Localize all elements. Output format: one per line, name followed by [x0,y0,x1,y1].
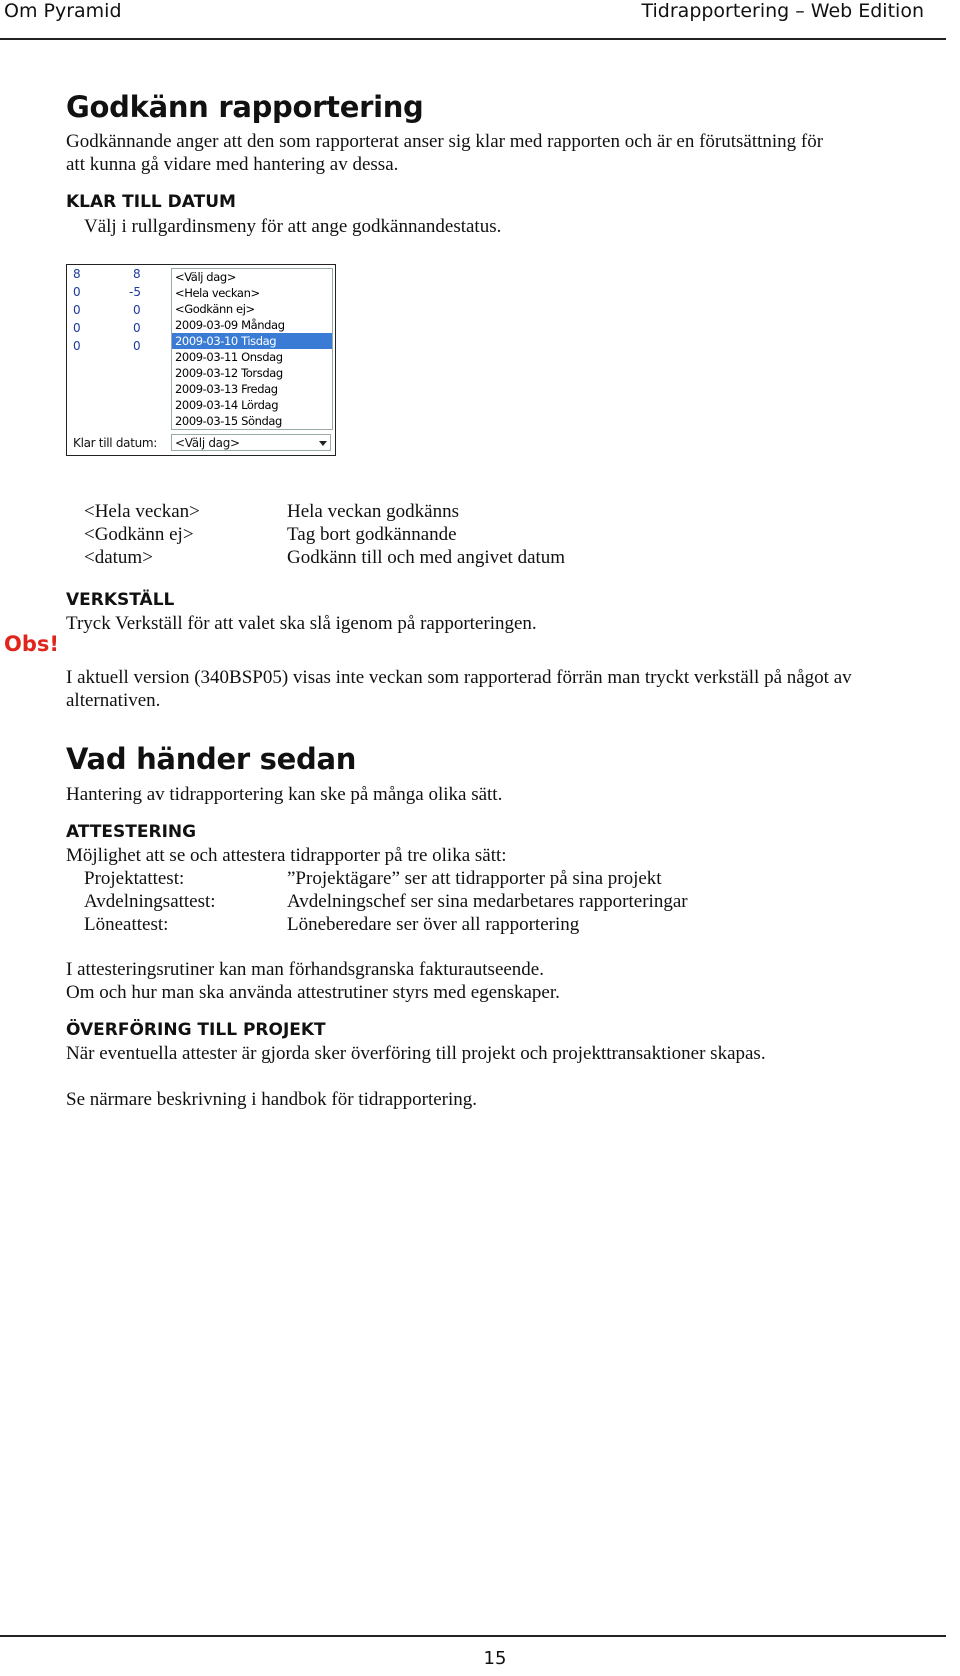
attest-note-1: I attesteringsrutiner kan man förhandsgranska fakturautseende. [66,959,544,980]
hours-value: 8 [73,267,81,281]
heading-attestering: ATTESTERING [66,822,197,842]
page-number: 15 [483,1648,507,1669]
dropdown-option[interactable]: <Godkänn ej> [175,302,255,316]
more-info-text: Se närmare beskrivning i handbok för tidrapportering. [66,1089,478,1110]
footer-divider [0,1635,946,1637]
transfer-text: När eventuella attester är gjorda sker överföring till projekt och projekttransaktioner skapas. [66,1043,766,1064]
attest-type-value: ”Projektägare” ser att tidrapporter på sina projekt [287,868,662,889]
header-left: Om Pyramid [4,0,122,22]
obs-line-1: I aktuell version (340BSP05) visas inte veckan som rapporterad förrän man tryckt verkställ på något av [66,667,852,688]
page-header [0,0,946,40]
definition-key: <datum> [84,547,153,568]
section2-intro: Hantering av tidrapportering kan ske på många olika sätt. [66,784,503,805]
klar-text: Välj i rullgardinsmeny för att ange godkännandestatus. [84,216,502,237]
dropdown-option[interactable]: 2009-03-12 Torsdag [175,366,283,380]
hours-value: 0 [73,285,81,299]
attest-type-value: Löneberedare ser över all rapportering [287,914,580,935]
obs-label: Obs! [4,632,59,656]
attest-type-value: Avdelningschef ser sina medarbetares rapporteringar [287,891,688,912]
klar-till-datum-label: Klar till datum: [73,436,158,450]
attest-type-key: Löneattest: [84,914,169,935]
select-value: <Välj dag> [175,436,240,450]
klar-till-datum-select[interactable] [171,434,331,451]
heading-verkstall: VERKSTÄLL [66,590,175,610]
section-title-godkann: Godkänn rapportering [66,90,424,124]
dropdown-option[interactable]: 2009-03-11 Onsdag [175,350,283,364]
hours-value: 8 [133,267,141,281]
section-title-vad-hander: Vad händer sedan [66,742,357,776]
obs-line-2: alternativen. [66,690,161,711]
definition-value: Godkänn till och med angivet datum [287,547,566,568]
attest-text: Möjlighet att se och attestera tidrapporter på tre olika sätt: [66,845,507,866]
dropdown-screenshot [66,264,336,456]
definition-key: <Hela veckan> [84,501,200,522]
hours-value: 0 [133,321,141,335]
header-right: Tidrapportering – Web Edition [641,0,924,22]
hours-value: 0 [133,339,141,353]
hours-value: -5 [129,285,141,299]
attest-type-key: Avdelningsattest: [84,891,216,912]
attest-type-key: Projektattest: [84,868,185,889]
definition-value: Hela veckan godkänns [287,501,459,522]
heading-overforing: ÖVERFÖRING TILL PROJEKT [66,1020,326,1040]
dropdown-option-selected[interactable]: 2009-03-10 Tisdag [172,333,332,349]
dropdown-list[interactable] [171,268,333,430]
chevron-down-icon[interactable] [319,441,327,446]
dropdown-option[interactable]: 2009-03-15 Söndag [175,414,282,428]
intro-line-1: Godkännande anger att den som rapporterat anser sig klar med rapporten och är en förutsättning för [66,131,824,152]
definition-value: Tag bort godkännande [287,524,457,545]
hours-value: 0 [133,303,141,317]
dropdown-option[interactable]: 2009-03-13 Fredag [175,382,278,396]
heading-klar-till-datum: KLAR TILL DATUM [66,192,236,212]
hours-value: 0 [73,339,81,353]
intro-line-2: att kunna gå vidare med hantering av dessa. [66,154,399,175]
definition-key: <Godkänn ej> [84,524,194,545]
dropdown-option[interactable]: 2009-03-14 Lördag [175,398,279,412]
dropdown-option[interactable]: <Hela veckan> [175,286,260,300]
dropdown-option[interactable]: <Välj dag> [175,270,236,284]
hours-value: 0 [73,321,81,335]
attest-note-2: Om och hur man ska använda attestrutiner styrs med egenskaper. [66,982,560,1003]
verkstall-text: Tryck Verkställ för att valet ska slå igenom på rapporteringen. [66,613,537,634]
hours-value: 0 [73,303,81,317]
dropdown-option[interactable]: 2009-03-09 Måndag [175,318,285,332]
